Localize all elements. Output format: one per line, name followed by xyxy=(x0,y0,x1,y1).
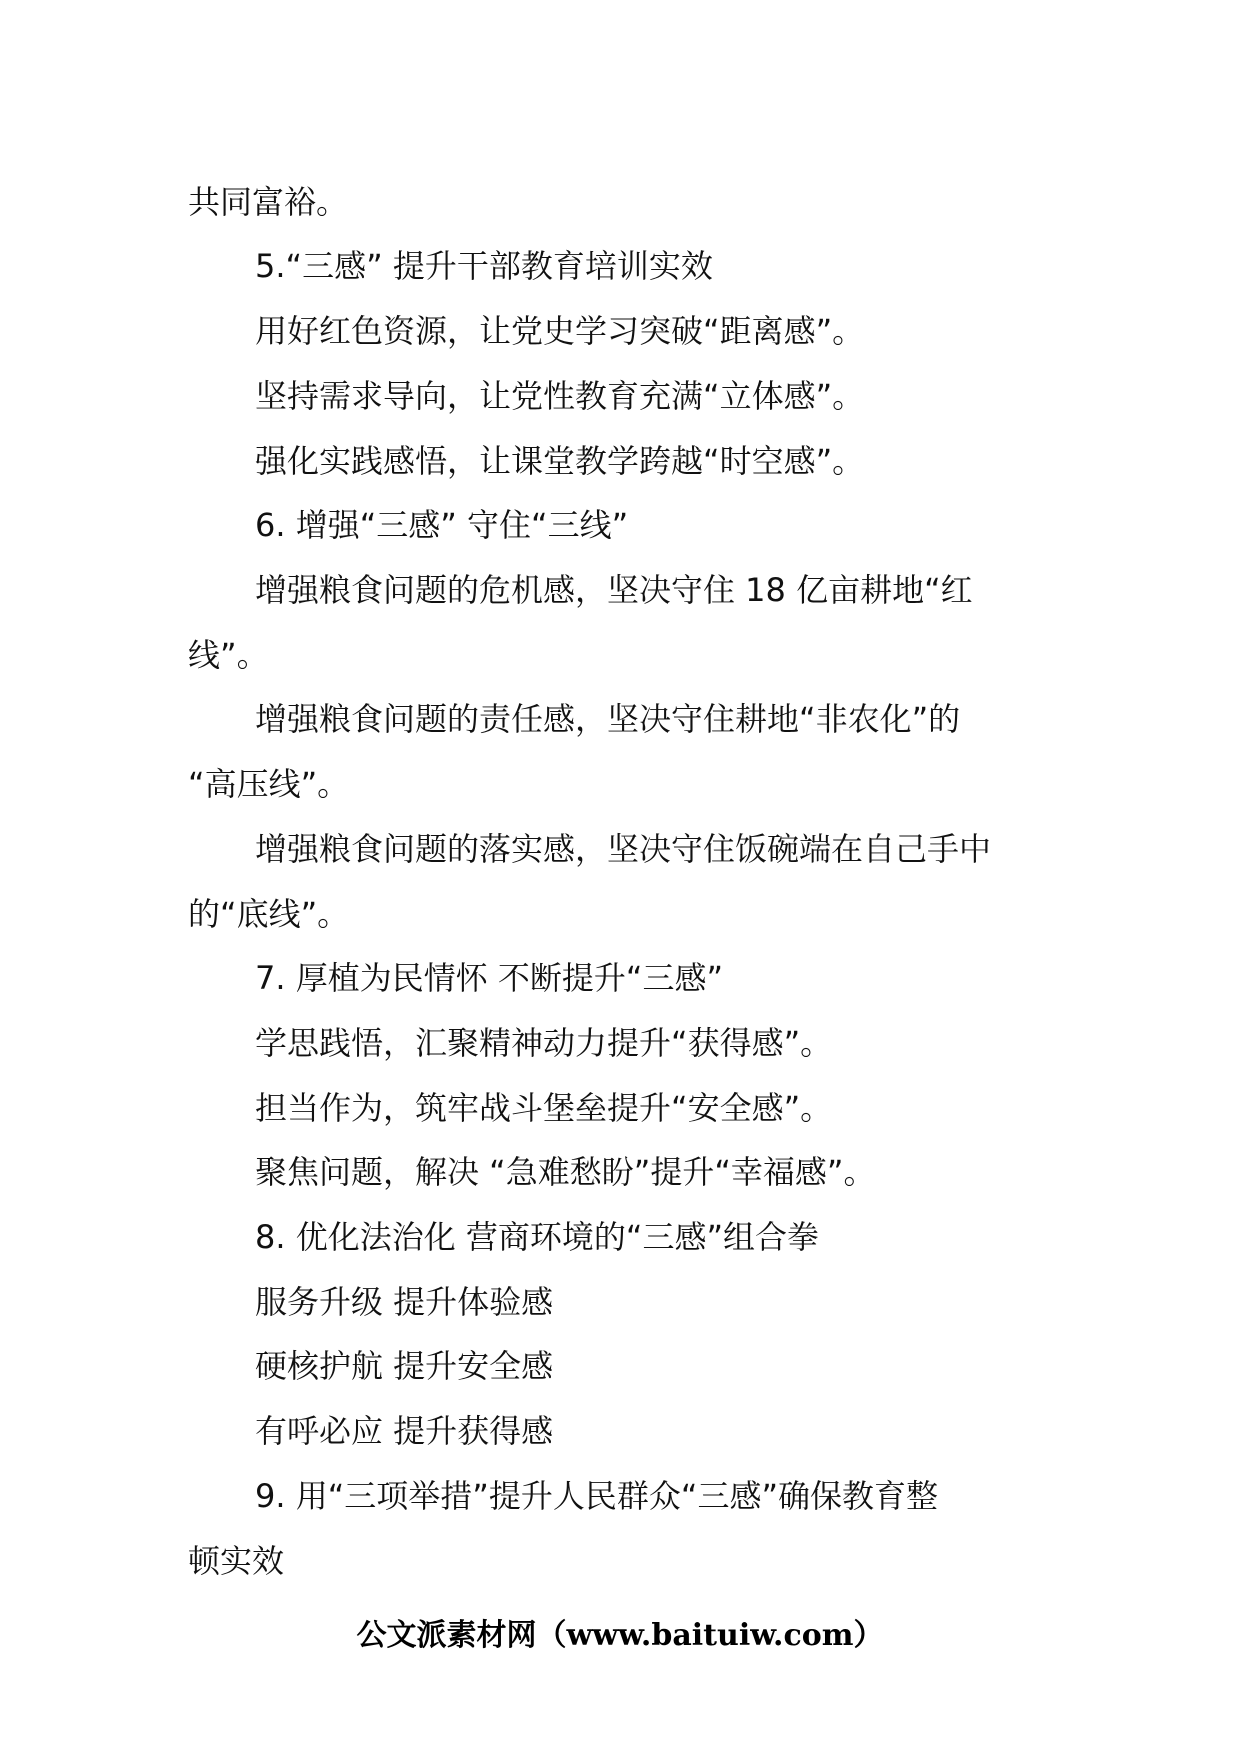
paragraph-line: 担当作为，筑牢战斗堡垒提升“安全感”。 xyxy=(255,1089,833,1127)
paragraph-continuation-line: 共同富裕。 xyxy=(188,183,349,221)
paragraph-continuation-line: 的“底线”。 xyxy=(188,895,350,933)
section-heading-5: 5.“三感” 提升干部教育培训实效 xyxy=(255,247,713,285)
paragraph-line: 服务升级 提升体验感 xyxy=(255,1283,554,1321)
paragraph-line: 学思践悟，汇聚精神动力提升“获得感”。 xyxy=(255,1024,833,1062)
paragraph-line: 增强粮食问题的责任感，坚决守住耕地“非农化”的 xyxy=(255,700,961,738)
paragraph-line: 增强粮食问题的危机感，坚决守住 18 亿亩耕地“红 xyxy=(255,571,973,609)
section-heading-7: 7. 厚植为民情怀 不断提升“三感” xyxy=(255,959,724,997)
footer-source-text: 公文派素材网（www.baituiw.com） xyxy=(356,1618,884,1653)
paragraph-continuation-line: 顿实效 xyxy=(188,1542,285,1580)
paragraph-line: 有呼必应 提升获得感 xyxy=(255,1412,554,1450)
paragraph-line: 强化实践感悟，让课堂教学跨越“时空感”。 xyxy=(255,442,865,480)
paragraph-line: 坚持需求导向，让党性教育充满“立体感”。 xyxy=(255,377,865,415)
paragraph-line: 硬核护航 提升安全感 xyxy=(255,1347,554,1385)
paragraph-continuation-line: 线”。 xyxy=(188,636,269,674)
paragraph-line: 用好红色资源，让党史学习突破“距离感”。 xyxy=(255,312,865,350)
paragraph-continuation-line: “高压线”。 xyxy=(188,765,350,803)
section-heading-8: 8. 优化法治化 营商环境的“三感”组合拳 xyxy=(255,1218,820,1256)
section-heading-6: 6. 增强“三感” 守住“三线” xyxy=(255,506,629,544)
paragraph-line: 聚焦问题，解决 “急难愁盼”提升“幸福感”。 xyxy=(255,1153,876,1191)
section-heading-9: 9. 用“三项举措”提升人民群众“三感”确保教育整 xyxy=(255,1477,939,1515)
paragraph-line: 增强粮食问题的落实感，坚决守住饭碗端在自己手中 xyxy=(255,830,992,868)
